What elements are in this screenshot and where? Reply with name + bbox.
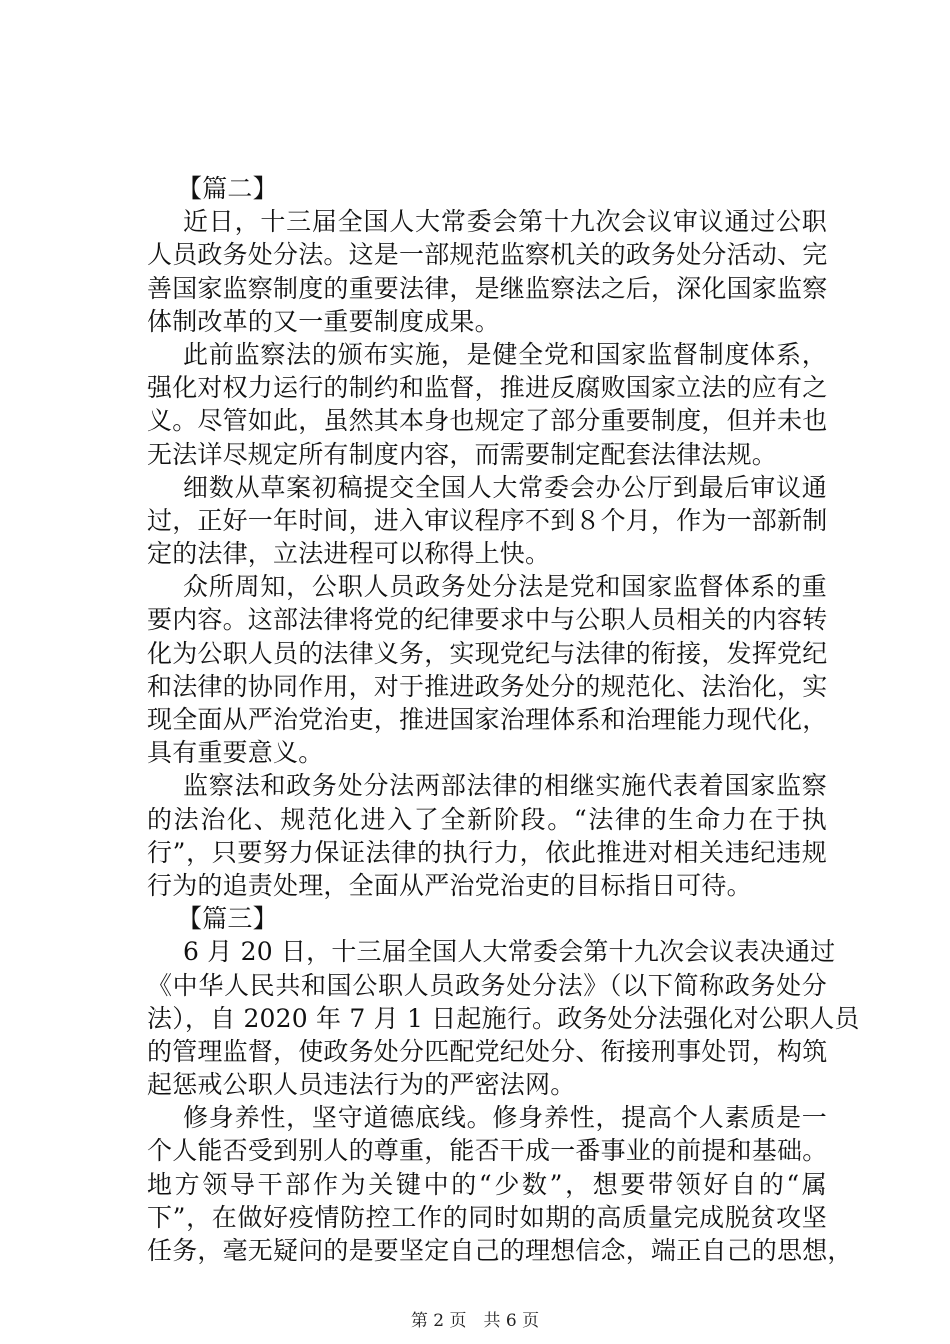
text-line: 行为的追责处理，全面从严治党治吏的目标指日可待。: [147, 870, 752, 900]
page-footer: 第 2 页 共 6 页: [410, 1311, 540, 1331]
text-line: 人员政务处分法。这是一部规范监察机关的政务处分活动、完: [147, 240, 828, 270]
text-line: 个人能否受到别人的尊重，能否干成一番事业的前提和基础。: [147, 1136, 828, 1166]
text-line: 法），自 2020 年 7 月 1 日起施行。政务处分法强化对公职人员: [147, 1003, 860, 1033]
section-heading: 【篇三】: [177, 904, 278, 934]
text-line: 近日，十三届全国人大常委会第十九次会议审议通过公职: [183, 207, 827, 237]
text-line: 细数从草案初稿提交全国人大常委会办公厅到最后审议通: [183, 472, 827, 502]
text-line: 体制改革的又一重要制度成果。: [147, 306, 500, 336]
document-body: [147, 172, 860, 1267]
text-line: 善国家监察制度的重要法律，是继监察法之后，深化国家监察: [147, 273, 828, 303]
text-line: 和法律的协同作用，对于推进政务处分的规范化、法治化，实: [147, 671, 828, 701]
text-line: 义。尽管如此，虽然其本身也规定了部分重要制度，但并未也: [147, 406, 828, 436]
text-line: 无法详尽规定所有制度内容，而需要制定配套法律法规。: [147, 439, 778, 469]
text-line: 此前监察法的颁布实施，是健全党和国家监督制度体系，: [183, 339, 827, 369]
text-line: 要内容。这部法律将党的纪律要求中与公职人员相关的内容转: [147, 605, 828, 635]
text-line: 修身养性，坚守道德底线。修身养性，提高个人素质是一: [183, 1103, 827, 1133]
text-line: 下”，在做好疫情防控工作的同时如期的高质量完成脱贫攻坚: [147, 1202, 827, 1232]
text-line: 众所周知，公职人员政务处分法是党和国家监督体系的重: [183, 572, 827, 602]
text-line: 的法治化、规范化进入了全新阶段。“法律的生命力在于执: [147, 804, 827, 834]
text-line: 起惩戒公职人员违法行为的严密法网。: [147, 1070, 576, 1100]
text-line: 地方领导干部作为关键中的“少数”，想要带领好自的“属: [147, 1169, 827, 1199]
text-line: 行”，只要努力保证法律的执行力，依此推进对相关违纪违规: [147, 837, 827, 867]
text-line: 定的法律，立法进程可以称得上快。: [147, 539, 551, 569]
text-line: 监察法和政务处分法两部法律的相继实施代表着国家监察: [183, 771, 827, 801]
text-line: 强化对权力运行的制约和监督，推进反腐败国家立法的应有之: [147, 373, 828, 403]
section-heading: 【篇二】: [177, 174, 278, 203]
text-line: 具有重要意义。: [147, 738, 324, 768]
text-line: 化为公职人员的法律义务，实现党纪与法律的衔接，发挥党纪: [147, 638, 828, 668]
text-line: 《中华人民共和国公职人员政务处分法》（以下简称政务处分: [147, 970, 827, 1000]
text-line: 过，正好一年时间，进入审议程序不到８个月，作为一部新制: [147, 505, 828, 535]
text-line: 现全面从严治党治吏，推进国家治理体系和治理能力现代化，: [147, 705, 828, 734]
text-line: 6 月 20 日，十三届全国人大常委会第十九次会议表决通过: [183, 937, 836, 967]
text-line: 的管理监督，使政务处分匹配党纪处分、衔接刑事处罚，构筑: [147, 1036, 828, 1066]
text-line: 任务，毫无疑问的是要坚定自己的理想信念，端正自己的思想，: [147, 1236, 853, 1265]
